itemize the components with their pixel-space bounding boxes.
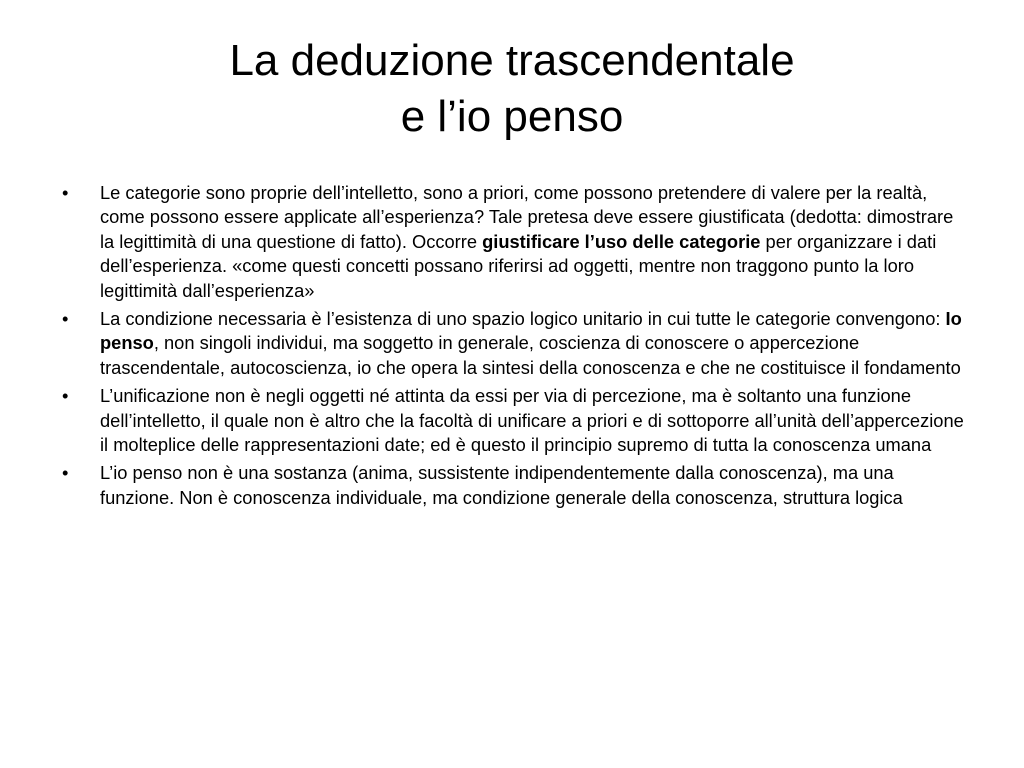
bullet-text-before: L’io penso non è una sostanza (anima, sussistente indipendentemente dalla conoscenza), ma una funzione. Non è conoscenza individuale, ma condizione generale della conoscenza, struttura logica: [100, 462, 903, 508]
bullet-dot-icon: •: [62, 385, 69, 407]
bullet-text-after: per organizzare i dati dell’esperienza. «come questi concetti possano riferirsi ad oggetti, mentre non traggono punto la loro legittimità dall’esperienza»: [100, 230, 937, 301]
bullet-item-4: [60, 461, 966, 510]
bullet-text-bold: Io penso: [100, 308, 962, 354]
bullet-text: [100, 385, 964, 455]
bullet-dot-icon: •: [62, 308, 69, 330]
bullet-text-before: La condizione necessaria è l’esistenza di uno spazio logico unitario in cui tutte le categorie convengono:: [100, 308, 946, 330]
title-line-2: e l’io penso: [400, 92, 624, 141]
bullet-text-before: Le categorie sono proprie dell’intelletto, sono a priori, come possono pretendere di valere per la realtà, come possono essere applicate all’esperienza? Tale pretesa deve essere giustificata (dedotta: dimostrare la legittimità di una questione di fatto). Occorre: [100, 182, 954, 252]
bullet-text-bold: giustificare l’uso delle categorie: [482, 230, 761, 252]
bullet-text-after: , non singoli individui, ma soggetto in generale, coscienza di conoscere o appercezione trascendentale, autocoscienza, io che opera la sintesi della conoscenza e che ne costituisce il fondamento: [100, 332, 961, 378]
bullet-text: [100, 182, 953, 301]
title-line-1: La deduzione trascendentale: [229, 36, 795, 85]
bullet-item-3: [60, 384, 966, 457]
bullet-item-1: [60, 181, 966, 303]
slide-title: [60, 33, 964, 145]
bullet-list: [60, 181, 966, 514]
bullet-text: [100, 462, 903, 507]
bullet-text: [100, 308, 962, 378]
bullet-dot-icon: •: [62, 182, 69, 203]
bullet-item-2: [60, 307, 966, 380]
bullet-text-before: L’unificazione non è negli oggetti né attinta da essi per via di percezione, ma è soltanto una funzione dell’intelletto, il quale non è altro che la facoltà di unificare a priori e di sottoporre all’unità dell’appercezione il molteplice delle rappresentazioni date; ed è questo il principio supremo di tutta la conoscenza umana: [100, 385, 964, 456]
bullet-dot-icon: •: [62, 462, 69, 484]
